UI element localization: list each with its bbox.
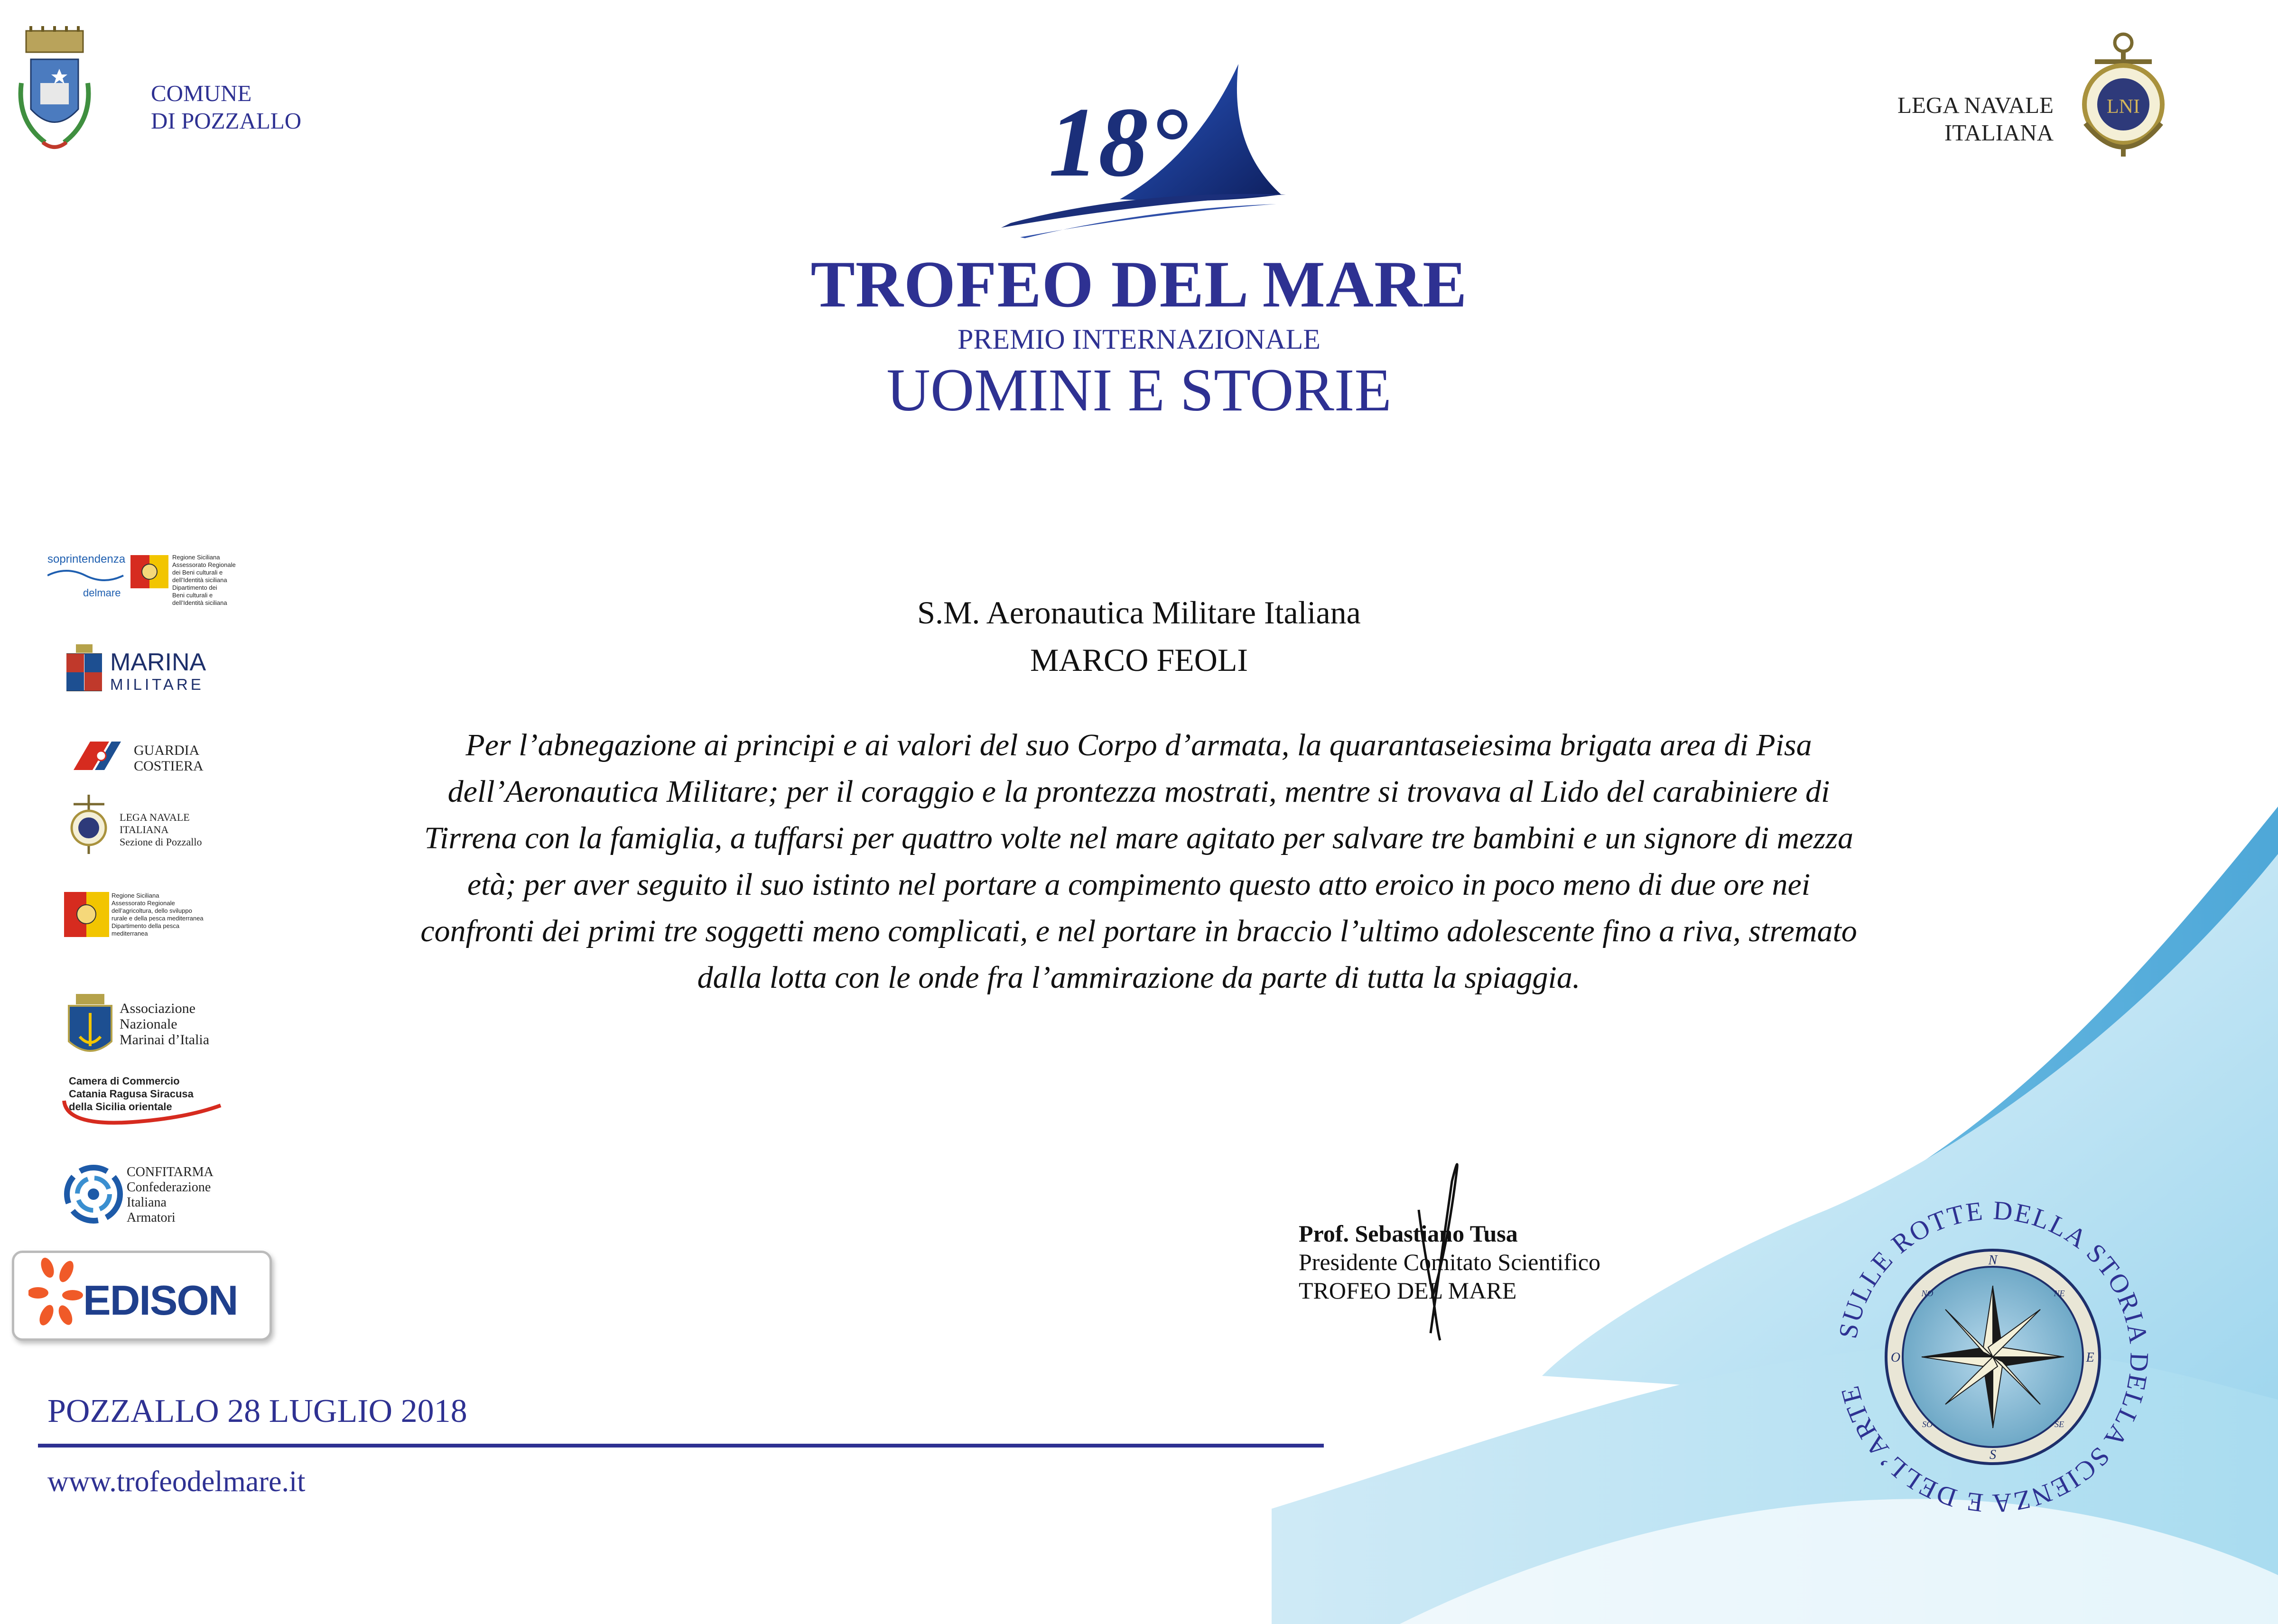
compass-s: S	[1990, 1448, 1996, 1462]
militare-label: MILITARE	[110, 676, 204, 693]
citation-line: età; per aver seguito il suo istinto nel portare a compimento questo atto eroico in poco meno di due ore nei	[467, 867, 1811, 902]
marina-label: MARINA	[110, 649, 206, 676]
anmi-label: Associazione Nazionale Marinai d’Italia	[120, 1001, 210, 1048]
sponsor-lega-navale-pozzallo	[66, 792, 237, 859]
citation-text	[327, 722, 1950, 1001]
signatory-organization: TROFEO DEL MARE	[1299, 1277, 1517, 1304]
soprintendenza-logo-text: soprintendenza	[47, 553, 126, 566]
citation-line: Tirrena con la famiglia, a tuffarsi per quattro volte nel mare agitato per salvare tre bambini e un signore di mezza	[424, 821, 1853, 855]
recipient-name: MARCO FEOLI	[1030, 642, 1248, 678]
signatory-name: Prof. Sebastiano Tusa	[1299, 1220, 1518, 1247]
compass-no: NO	[1921, 1289, 1934, 1298]
sponsor-confitarma	[64, 1165, 235, 1231]
confitarma-label: CONFITARMA Confederazione Italiana Armatori	[127, 1165, 214, 1225]
compass-seal	[1827, 1191, 2159, 1523]
footer-url[interactable]: www.trofeodelmare.it	[47, 1466, 306, 1498]
citation-line: dalla lotta con le onde fra l’ammirazione da parte di tutta la spiaggia.	[697, 960, 1581, 995]
soprintendenza-text: Regione Siciliana Assessorato Regionale dei Beni culturali e dell’Identità siciliana Dipartimento dei Beni culturali e dell’Identità siciliana	[172, 554, 236, 606]
sponsor-guardia-costiera	[74, 738, 225, 780]
title-subtitle: PREMIO INTERNAZIONALE	[958, 324, 1320, 355]
compass-n: N	[1988, 1253, 1998, 1268]
comune-crest-icon	[14, 26, 95, 168]
regione-siciliana-emblem-icon	[64, 892, 109, 937]
camera-commercio-label: Camera di Commercio Catania Ragusa Siracusa della Sicilia orientale	[69, 1075, 194, 1113]
soprintendenza-logo-sub: delmare	[83, 587, 121, 599]
recipient-organization: S.M. Aeronautica Militare Italiana	[917, 594, 1361, 631]
lega-navale-emblem-icon	[2076, 28, 2171, 166]
citation-line: confronti dei primi tre soggetti meno complicati, e nel portare in braccio l’ultimo adolescente fino a riva, stremato	[420, 914, 1857, 948]
lega-sezione-label: LEGA NAVALE ITALIANA Sezione di Pozzallo	[120, 811, 202, 848]
citation-line: dell’Aeronautica Militare; per il coraggio e la prontezza mostrati, mentre si trovava al Lido del carabiniere di	[447, 774, 1830, 809]
compass-e: E	[2086, 1350, 2094, 1365]
camera-commercio-swoosh-icon	[62, 1094, 223, 1132]
compass-se: SE	[2055, 1420, 2064, 1429]
sponsor-anmi	[66, 994, 237, 1060]
confitarma-spiral-icon	[64, 1165, 123, 1224]
signatory-role: Presidente Comitato Scientifico	[1299, 1249, 1600, 1275]
footer-divider	[38, 1444, 1324, 1448]
regione-pesca-text: Regione Siciliana Assessorato Regionale dell’agricoltura, dello sviluppo rurale e della pesca mediterranea Dipartimento della pesca mediterranea	[112, 892, 204, 937]
edison-flower-icon	[28, 1257, 83, 1328]
sponsor-regione-pesca	[64, 892, 235, 944]
title-main: TROFEO DEL MARE	[810, 248, 1468, 321]
svg-text:LNI: LNI	[2107, 96, 2140, 118]
edison-label: EDISON	[83, 1277, 238, 1324]
edition-number: 18°	[1049, 87, 1188, 197]
sponsor-marina-militare	[66, 640, 228, 697]
guardia-costiera-label: GUARDIA COSTIERA	[134, 742, 204, 774]
title-tagline: UOMINI E STORIE	[886, 356, 1392, 424]
comune-label: COMUNE DI POZZALLO	[151, 80, 302, 134]
footer-date: POZZALLO 28 LUGLIO 2018	[47, 1393, 467, 1429]
lega-navale-label: LEGA NAVALE ITALIANA	[1897, 92, 2054, 146]
marina-crest-icon	[66, 644, 102, 692]
citation-line: Per l’abnegazione ai principi e ai valori del suo Corpo d’armata, la quarantaseiesima brigata area di Pisa	[465, 728, 1812, 762]
compass-o: O	[1890, 1350, 1901, 1365]
anmi-crest-icon	[66, 994, 114, 1060]
title-block	[0, 247, 2278, 423]
signature-block	[1299, 1219, 1600, 1305]
sponsor-soprintendenza	[45, 553, 244, 605]
sponsor-camera-commercio	[62, 1075, 232, 1132]
wave-icon	[47, 566, 126, 585]
trofeo-sail-logo-icon	[992, 62, 1295, 242]
seal-ring-text: SULLE ROTTE DELLA STORIA DELLA SCIENZA E DELL’ARTE	[1833, 1196, 2154, 1518]
compass-so: SO	[1922, 1420, 1933, 1429]
regione-siciliana-emblem-icon	[130, 555, 168, 588]
guardia-costiera-stripe-icon	[74, 742, 135, 770]
lega-navale-small-emblem-icon	[66, 792, 112, 859]
compass-ne: NE	[2054, 1289, 2065, 1298]
